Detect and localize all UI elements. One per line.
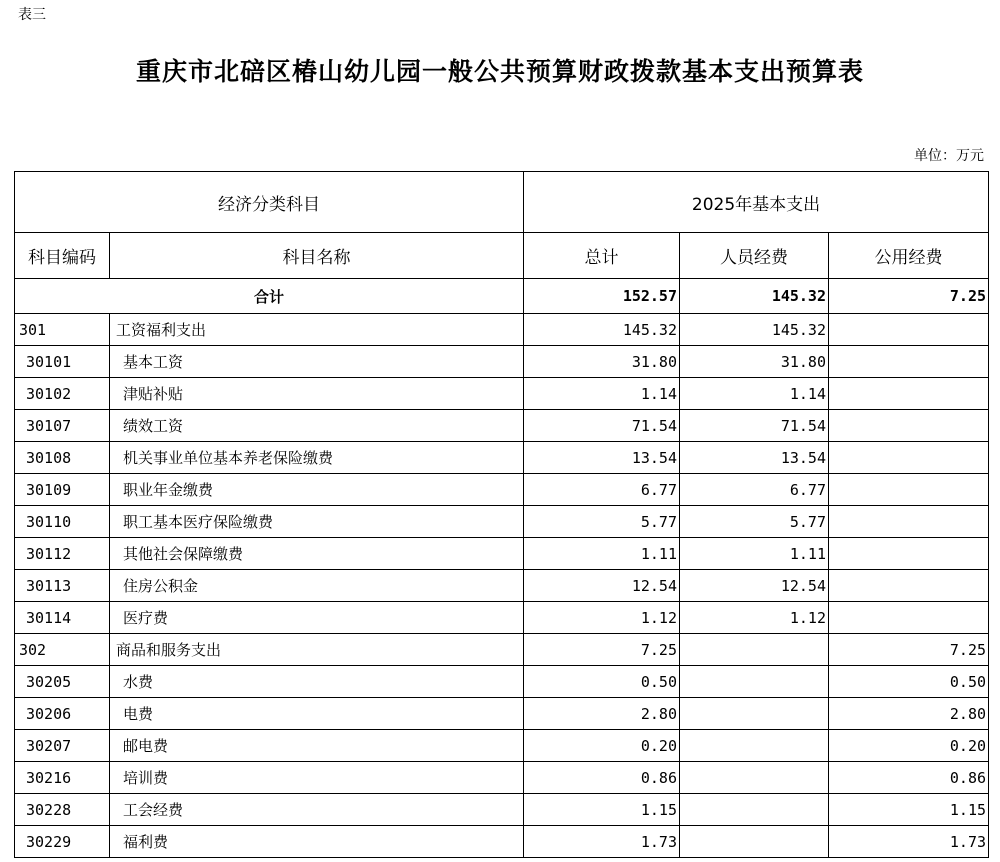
header-public: 公用经费 bbox=[829, 233, 989, 279]
cell-name: 津贴补贴 bbox=[110, 378, 524, 410]
cell-name: 工资福利支出 bbox=[110, 314, 524, 346]
table-row bbox=[15, 474, 989, 506]
cell-name: 水费 bbox=[110, 666, 524, 698]
cell-name: 基本工资 bbox=[110, 346, 524, 378]
cell-total: 145.32 bbox=[524, 314, 680, 346]
cell-personnel bbox=[680, 634, 829, 666]
page-title: 重庆市北碚区椿山幼儿园一般公共预算财政拨款基本支出预算表 bbox=[135, 57, 864, 86]
cell-public bbox=[829, 442, 989, 474]
cell-total: 6.77 bbox=[524, 474, 680, 506]
total-public: 7.25 bbox=[829, 279, 989, 314]
cell-name: 其他社会保障缴费 bbox=[110, 538, 524, 570]
cell-personnel: 1.12 bbox=[680, 602, 829, 634]
cell-name: 福利费 bbox=[110, 826, 524, 858]
cell-name: 职业年金缴费 bbox=[110, 474, 524, 506]
cell-total: 1.12 bbox=[524, 602, 680, 634]
cell-total: 1.14 bbox=[524, 378, 680, 410]
table-row bbox=[15, 314, 989, 346]
cell-personnel: 31.80 bbox=[680, 346, 829, 378]
budget-table bbox=[14, 171, 989, 858]
table-row bbox=[15, 602, 989, 634]
cell-public: 1.73 bbox=[829, 826, 989, 858]
cell-code: 30229 bbox=[15, 826, 110, 858]
table-row bbox=[15, 538, 989, 570]
table-row bbox=[15, 698, 989, 730]
cell-total: 1.15 bbox=[524, 794, 680, 826]
cell-total: 31.80 bbox=[524, 346, 680, 378]
cell-total: 71.54 bbox=[524, 410, 680, 442]
cell-name: 培训费 bbox=[110, 762, 524, 794]
cell-public: 2.80 bbox=[829, 698, 989, 730]
cell-code: 30110 bbox=[15, 506, 110, 538]
cell-public: 1.15 bbox=[829, 794, 989, 826]
cell-name: 机关事业单位基本养老保险缴费 bbox=[110, 442, 524, 474]
cell-code: 30114 bbox=[15, 602, 110, 634]
cell-personnel: 6.77 bbox=[680, 474, 829, 506]
cell-personnel bbox=[680, 762, 829, 794]
table-row bbox=[15, 506, 989, 538]
cell-public: 0.20 bbox=[829, 730, 989, 762]
cell-code: 30101 bbox=[15, 346, 110, 378]
cell-total: 1.73 bbox=[524, 826, 680, 858]
cell-code: 30112 bbox=[15, 538, 110, 570]
cell-code: 30108 bbox=[15, 442, 110, 474]
total-total: 152.57 bbox=[524, 279, 680, 314]
cell-personnel bbox=[680, 698, 829, 730]
cell-public bbox=[829, 474, 989, 506]
cell-personnel bbox=[680, 666, 829, 698]
cell-public bbox=[829, 378, 989, 410]
cell-public bbox=[829, 410, 989, 442]
cell-name: 商品和服务支出 bbox=[110, 634, 524, 666]
cell-public: 7.25 bbox=[829, 634, 989, 666]
cell-personnel bbox=[680, 794, 829, 826]
cell-total: 0.20 bbox=[524, 730, 680, 762]
cell-total: 0.50 bbox=[524, 666, 680, 698]
cell-total: 0.86 bbox=[524, 762, 680, 794]
cell-personnel: 1.11 bbox=[680, 538, 829, 570]
cell-name: 医疗费 bbox=[110, 602, 524, 634]
table-row bbox=[15, 570, 989, 602]
cell-total: 5.77 bbox=[524, 506, 680, 538]
table-row bbox=[15, 730, 989, 762]
unit-label: 单位：万元 bbox=[914, 148, 984, 164]
cell-code: 30113 bbox=[15, 570, 110, 602]
cell-personnel bbox=[680, 826, 829, 858]
cell-total: 7.25 bbox=[524, 634, 680, 666]
cell-name: 邮电费 bbox=[110, 730, 524, 762]
cell-name: 电费 bbox=[110, 698, 524, 730]
cell-personnel: 71.54 bbox=[680, 410, 829, 442]
table-row bbox=[15, 442, 989, 474]
cell-personnel: 145.32 bbox=[680, 314, 829, 346]
table-row bbox=[15, 410, 989, 442]
cell-code: 302 bbox=[15, 634, 110, 666]
header-row-group bbox=[15, 172, 989, 233]
cell-public: 0.86 bbox=[829, 762, 989, 794]
table-number-tag: 表三 bbox=[18, 7, 46, 23]
header-name: 科目名称 bbox=[110, 233, 524, 279]
cell-personnel: 12.54 bbox=[680, 570, 829, 602]
total-row bbox=[15, 279, 989, 314]
table-row bbox=[15, 346, 989, 378]
cell-code: 30109 bbox=[15, 474, 110, 506]
cell-code: 30228 bbox=[15, 794, 110, 826]
table-row bbox=[15, 762, 989, 794]
header-basic-expenditure: 2025年基本支出 bbox=[524, 172, 989, 233]
table-row bbox=[15, 826, 989, 858]
total-personnel: 145.32 bbox=[680, 279, 829, 314]
cell-personnel bbox=[680, 730, 829, 762]
cell-public bbox=[829, 570, 989, 602]
table-row bbox=[15, 794, 989, 826]
cell-code: 30205 bbox=[15, 666, 110, 698]
cell-personnel: 5.77 bbox=[680, 506, 829, 538]
cell-code: 30107 bbox=[15, 410, 110, 442]
total-label: 合计 bbox=[15, 279, 524, 314]
cell-public bbox=[829, 538, 989, 570]
cell-public: 0.50 bbox=[829, 666, 989, 698]
cell-name: 绩效工资 bbox=[110, 410, 524, 442]
cell-public bbox=[829, 314, 989, 346]
cell-name: 住房公积金 bbox=[110, 570, 524, 602]
cell-personnel: 13.54 bbox=[680, 442, 829, 474]
cell-total: 13.54 bbox=[524, 442, 680, 474]
cell-code: 30207 bbox=[15, 730, 110, 762]
cell-total: 2.80 bbox=[524, 698, 680, 730]
cell-total: 12.54 bbox=[524, 570, 680, 602]
table-row bbox=[15, 634, 989, 666]
header-personnel: 人员经费 bbox=[680, 233, 829, 279]
cell-code: 301 bbox=[15, 314, 110, 346]
header-economic-classification: 经济分类科目 bbox=[15, 172, 524, 233]
cell-public bbox=[829, 602, 989, 634]
header-total: 总计 bbox=[524, 233, 680, 279]
table-row bbox=[15, 666, 989, 698]
cell-total: 1.11 bbox=[524, 538, 680, 570]
header-code: 科目编码 bbox=[15, 233, 110, 279]
cell-name: 工会经费 bbox=[110, 794, 524, 826]
cell-personnel: 1.14 bbox=[680, 378, 829, 410]
cell-code: 30102 bbox=[15, 378, 110, 410]
cell-public bbox=[829, 506, 989, 538]
table-row bbox=[15, 378, 989, 410]
cell-name: 职工基本医疗保险缴费 bbox=[110, 506, 524, 538]
header-row-columns bbox=[15, 233, 989, 279]
cell-public bbox=[829, 346, 989, 378]
cell-code: 30216 bbox=[15, 762, 110, 794]
cell-code: 30206 bbox=[15, 698, 110, 730]
